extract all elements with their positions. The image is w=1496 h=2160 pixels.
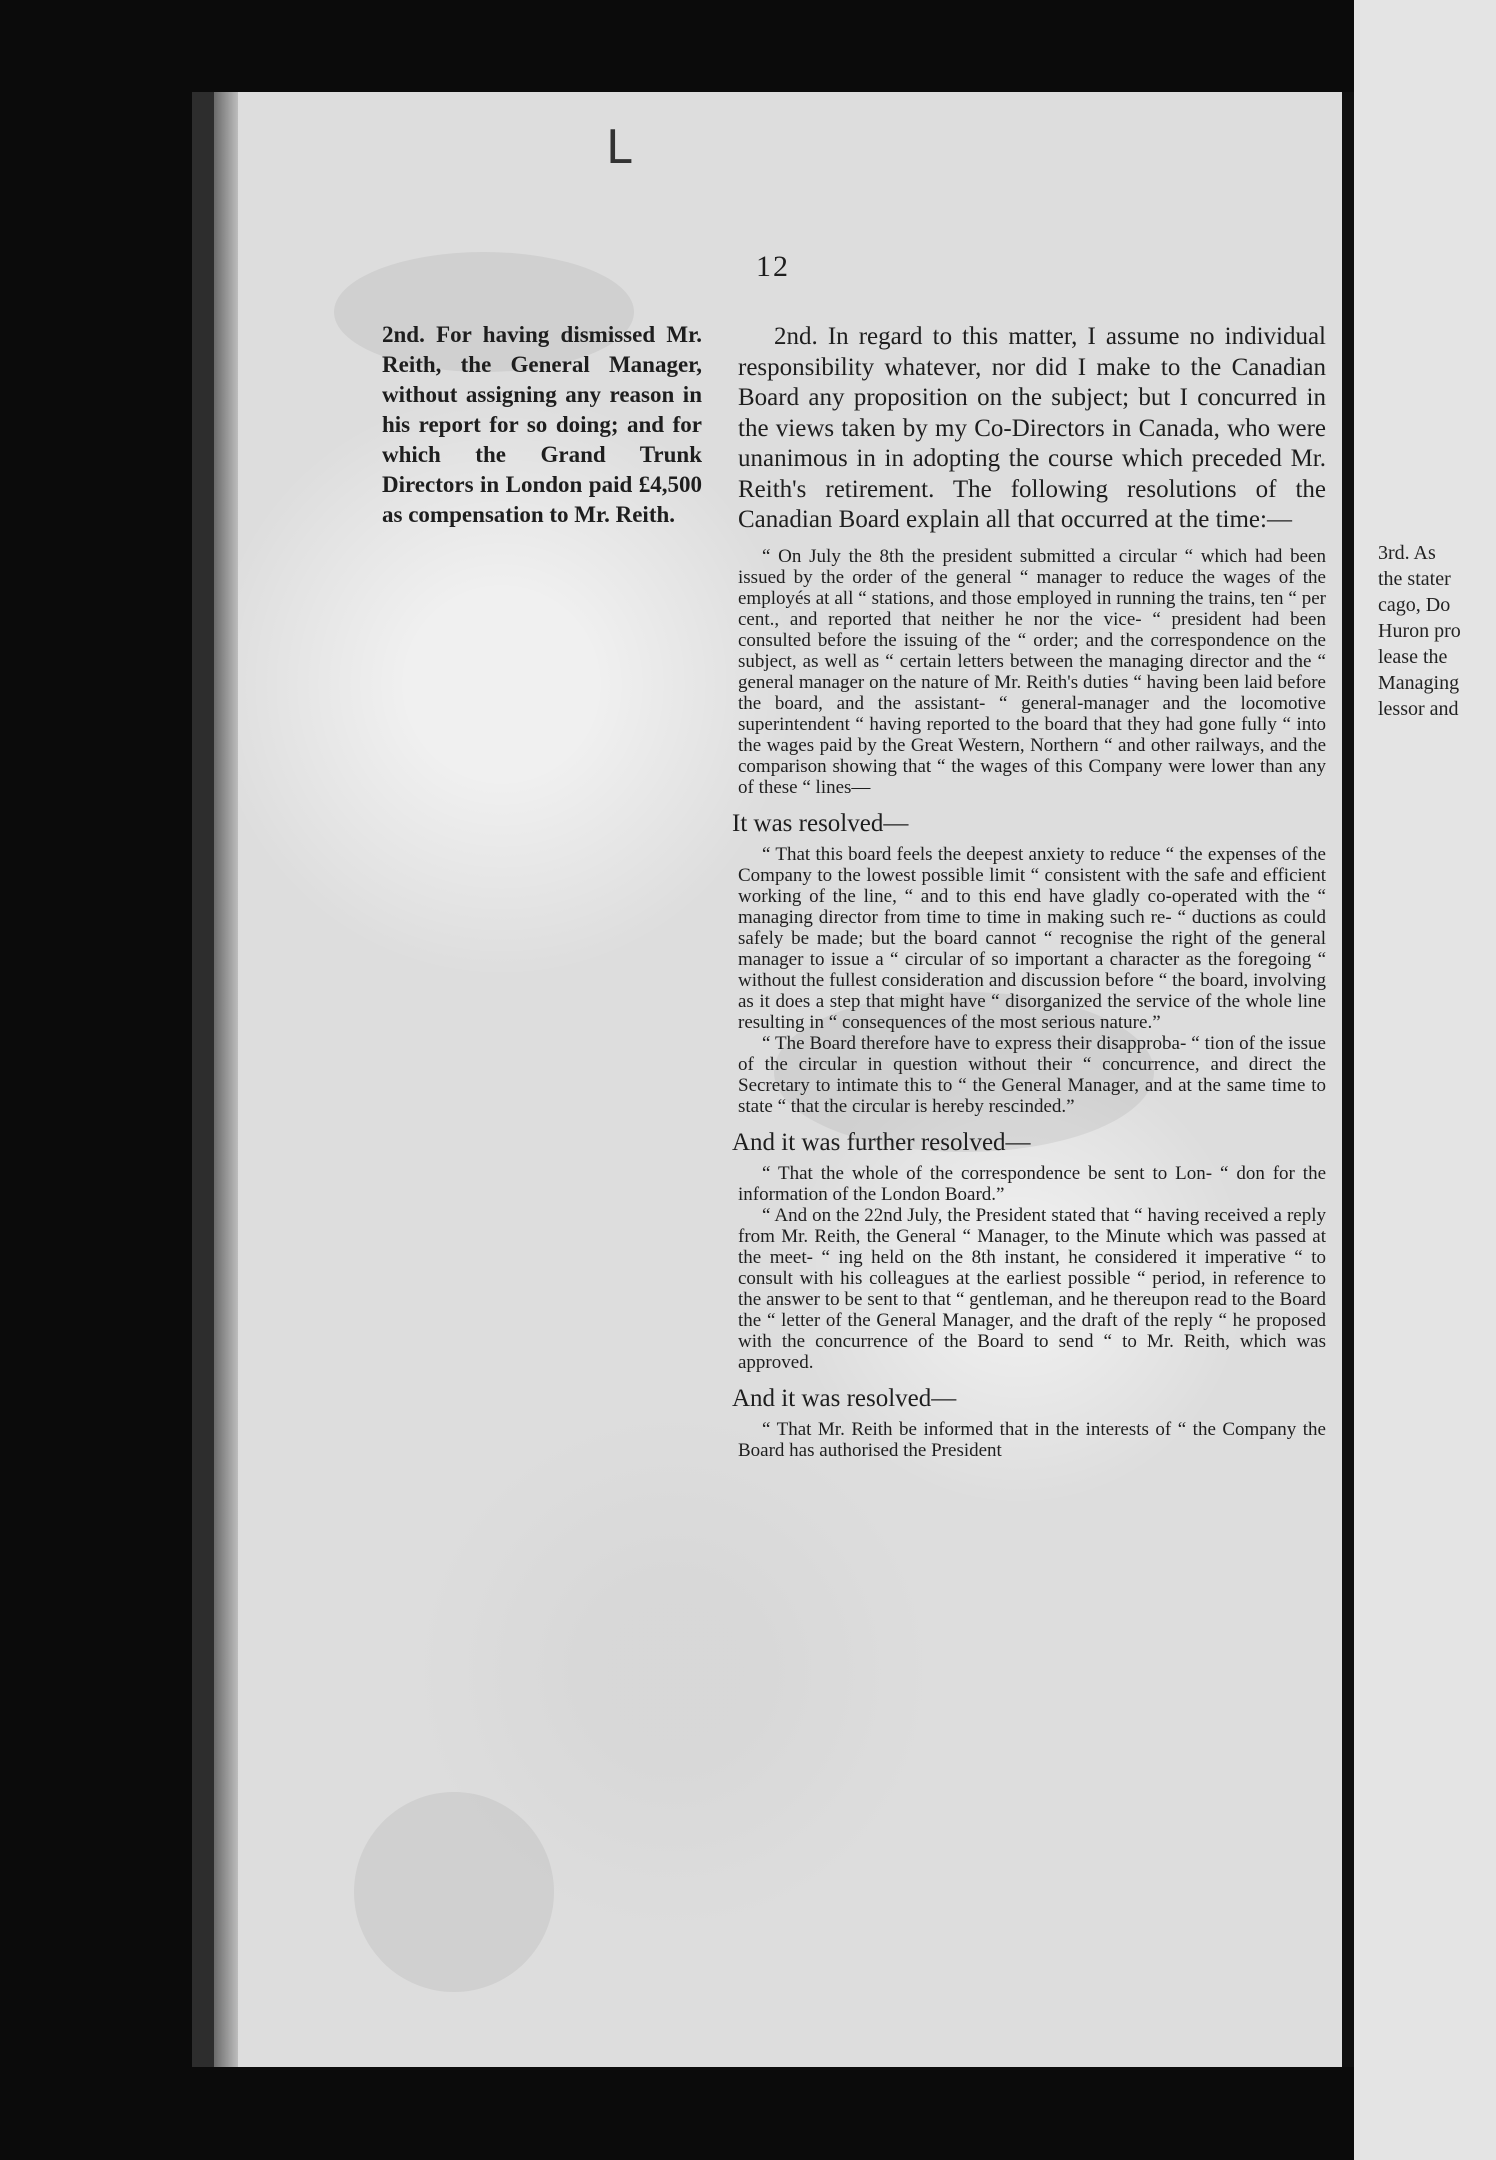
- fragment-line: cago, Do: [1378, 594, 1451, 616]
- resolution-heading: And it was resolved—: [732, 1384, 957, 1412]
- fragment-line: lease the: [1378, 646, 1448, 668]
- lead-paragraph: 2nd. In regard to this matter, I assume no individual responsibility whatever, nor did I make to the Canadian Board any proposition on the subject; but I concurred in the views taken by my Co-Directors in Canada, who were unanimous in in adopting the course which preceded Mr. Reith's retirement. The following resolutions of the Canadian Board explain all that occurred at the time:—: [738, 323, 1326, 533]
- quoted-minute: “ On July the 8th the president submitted a circular “ which had been issued by the order of the general “ manager to reduce the wages of the employés at all “ stations, and those employed in running the trains, ten “ per cent., and reported that neither he nor the vice- “ president had been consulted before the issuing of the “ order; and the correspondence on the subject, as well as “ certain letters between the managing director and the “ general manager on the nature of Mr. Reith's duties “ having been laid before the board, and the assistant- “ general-manager and the locomotive superintendent “ having reported to the board that they had gone fully “ into the wages paid by the Great Western, Northern “ and other railways, and the comparison showing that “ the wages of this Company were lower than any of these “ lines—: [738, 545, 1326, 798]
- quoted-resolution: “ That Mr. Reith be informed that in the interests of “ the Company the Board has authorised the President: [738, 1418, 1326, 1461]
- resolution-heading: It was resolved—: [732, 809, 909, 837]
- main-column: [732, 322, 1326, 1461]
- quoted-resolution: “ The Board therefore have to express their disapproba- “ tion of the issue of the circular in question without their “ concurrence, and direct the Secretary to intimate this to “ the General Manager, and at the same time to state “ that the circular is hereby rescinded.”: [738, 1032, 1326, 1117]
- fragment-line: 3rd. As: [1378, 542, 1436, 564]
- pencil-mark: L: [606, 120, 632, 174]
- adjacent-page-fragment: [1354, 0, 1496, 2160]
- fragment-line: Managing: [1378, 672, 1460, 694]
- resolution-heading: And it was further resolved—: [732, 1128, 1031, 1156]
- quoted-minute: “ And on the 22nd July, the President stated that “ having received a reply from Mr. Reith, the General “ Manager, to the Minute which was passed at the meet- “ ing held on the 8th instant, he considered it imperative “ to consult with his colleagues at the earliest possible “ period, in reference to the answer to be sent to that “ gentleman, and he thereupon read to the Board the “ letter of the General Manager, and the draft of the reply “ he proposed with the concurrence of the Board to send “ to Mr. Reith, which was approved.: [738, 1204, 1326, 1373]
- fragment-line: lessor and: [1378, 698, 1459, 720]
- paper-stain: [354, 1792, 554, 1992]
- page-number: 12: [756, 250, 790, 283]
- page-gutter: [1342, 92, 1354, 2067]
- margin-note: 2nd. For having dismissed Mr. Reith, the General Manager, without assigning any reason in his report for so doing; and for which the Grand Trunk Directors in London paid £4,500 as compensation to Mr. Reith.: [382, 322, 702, 527]
- quoted-resolution: “ That this board feels the deepest anxiety to reduce “ the expenses of the Company to the lowest possible limit “ consistent with the safe and efficient working of the line, “ and to this end have gladly co-operated with the “ managing director from time to time in making such re- “ ductions as could safely be made; but the board cannot “ recognise the right of the general manager to issue a “ circular of so important a character as the foregoing “ without the fullest consideration and discussion before “ the board, involving as it does a step that might have “ disorganized the service of the whole line resulting in “ consequences of the most serious nature.”: [738, 843, 1326, 1033]
- fragment-line: the stater: [1378, 568, 1451, 590]
- fragment-line: Huron pro: [1378, 620, 1461, 642]
- quoted-resolution: “ That the whole of the correspondence be sent to Lon- “ don for the information of the London Board.”: [738, 1162, 1326, 1205]
